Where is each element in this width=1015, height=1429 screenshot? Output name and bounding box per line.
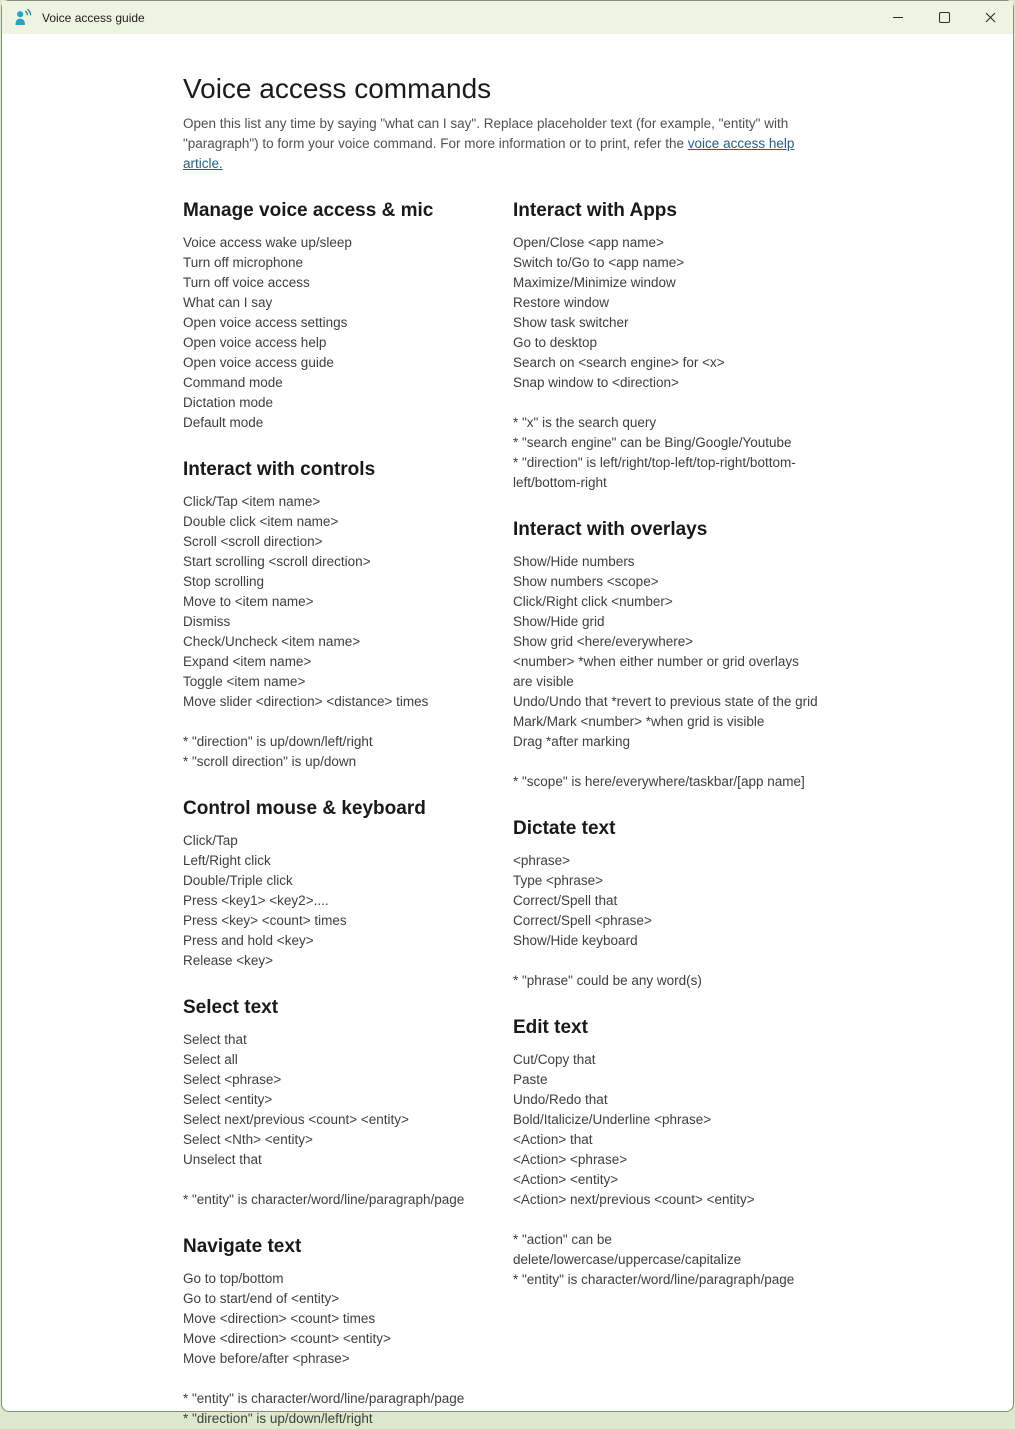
command-item: Left/Right click (183, 853, 271, 868)
command-item: Paste (513, 1072, 548, 1087)
command-item: Voice access wake up/sleep (183, 235, 352, 250)
section-notes (183, 732, 513, 772)
section-dictate-text (513, 816, 819, 991)
command-item: Type <phrase> (513, 873, 604, 888)
section-heading: Interact with controls (183, 459, 376, 480)
command-item: Bold/Italicize/Underline <phrase> (513, 1112, 712, 1127)
voice-access-guide-window (1, 0, 1014, 1426)
command-item: Move slider <direction> <distance> times (183, 694, 429, 709)
command-item: Open voice access guide (183, 355, 334, 370)
command-item: Command mode (183, 375, 283, 390)
command-item: Search on <search engine> for <x> (513, 355, 725, 370)
command-item: Double click <item name> (183, 514, 339, 529)
section-heading: Select text (183, 997, 279, 1018)
voice-access-help-link[interactable]: voice access help article. (183, 136, 795, 171)
command-item: What can I say (183, 295, 273, 310)
command-item: Undo/Undo that *revert to previous state of the grid (513, 694, 818, 709)
command-columns (183, 174, 1013, 1429)
command-item: Select that (183, 1032, 247, 1047)
command-item: Mark/Mark <number> *when grid is visible (513, 714, 765, 729)
command-item: Click/Tap <item name> (183, 494, 321, 509)
command-item: Go to desktop (513, 335, 598, 350)
command-item: Stop scrolling (183, 574, 265, 589)
command-item: <Action> that (513, 1132, 593, 1147)
command-item: Maximize/Minimize window (513, 275, 676, 290)
command-item: Dictation mode (183, 395, 274, 410)
note-item: * "scope" is here/everywhere/taskbar/[app name] (513, 774, 805, 789)
command-item: Expand <item name> (183, 654, 312, 669)
command-item: <Action> <phrase> (513, 1152, 628, 1167)
section-select-text (183, 995, 513, 1210)
maximize-button[interactable] (921, 1, 967, 34)
command-item: Move <direction> <count> times (183, 1311, 376, 1326)
command-item: Undo/Redo that (513, 1092, 608, 1107)
command-item: Show task switcher (513, 315, 629, 330)
intro-text (183, 114, 831, 174)
section-edit-text (513, 1015, 819, 1290)
command-item: Turn off microphone (183, 255, 304, 270)
command-item: Show/Hide grid (513, 614, 605, 629)
voice-access-app-icon (13, 8, 33, 28)
minimize-button[interactable] (875, 1, 921, 34)
command-item: Snap window to <direction> (513, 375, 679, 390)
command-item: Correct/Spell <phrase> (513, 913, 652, 928)
command-item: Scroll <scroll direction> (183, 534, 323, 549)
command-item: Show/Hide keyboard (513, 933, 638, 948)
section-heading: Navigate text (183, 1236, 302, 1257)
command-item: Start scrolling <scroll direction> (183, 554, 371, 569)
command-item: Press <key1> <key2>.... (183, 893, 329, 908)
command-item: Click/Right click <number> (513, 594, 673, 609)
note-item: * "entity" is character/word/line/paragraph/page (183, 1391, 465, 1406)
note-item: * "phrase" could be any word(s) (513, 973, 702, 988)
section-interact-with-controls (183, 457, 513, 772)
command-item: Select <entity> (183, 1092, 273, 1107)
command-item: Select next/previous <count> <entity> (183, 1112, 409, 1127)
command-item: Drag *after marking (513, 734, 631, 749)
command-item: <phrase> (513, 853, 571, 868)
command-item: Unselect that (183, 1152, 262, 1167)
section-heading: Edit text (513, 1017, 588, 1038)
command-item: Open voice access settings (183, 315, 348, 330)
command-item: Open voice access help (183, 335, 327, 350)
section-heading: Interact with Apps (513, 200, 677, 221)
command-item: Open/Close <app name> (513, 235, 664, 250)
command-item: Show grid <here/everywhere> (513, 634, 694, 649)
command-item: <Action> <entity> (513, 1172, 619, 1187)
section-navigate-text (183, 1234, 513, 1429)
left-column (183, 174, 513, 1429)
command-item: Go to top/bottom (183, 1271, 284, 1286)
command-item: Show numbers <scope> (513, 574, 659, 589)
command-item: Move before/after <phrase> (183, 1351, 350, 1366)
command-item: Click/Tap (183, 833, 238, 848)
command-item: Select <Nth> <entity> (183, 1132, 313, 1147)
titlebar (2, 1, 1013, 34)
command-item: Correct/Spell that (513, 893, 618, 908)
command-item: Restore window (513, 295, 610, 310)
command-item: Select <phrase> (183, 1072, 282, 1087)
minimize-icon (893, 17, 903, 18)
command-item: Turn off voice access (183, 275, 310, 290)
command-item: <Action> next/previous <count> <entity> (513, 1192, 755, 1207)
page-title: Voice access commands (183, 73, 492, 104)
note-item: * "search engine" can be Bing/Google/Youtube (513, 435, 792, 450)
note-item: * "x" is the search query (513, 415, 657, 430)
command-item: Go to start/end of <entity> (183, 1291, 340, 1306)
command-item: Dismiss (183, 614, 231, 629)
section-control-mouse-keyboard (183, 796, 513, 971)
command-item: Release <key> (183, 953, 274, 968)
command-item: Select all (183, 1052, 238, 1067)
command-item: Cut/Copy that (513, 1052, 596, 1067)
command-item: Move to <item name> (183, 594, 314, 609)
section-interact-with-overlays (513, 517, 819, 792)
section-heading: Manage voice access & mic (183, 200, 434, 221)
command-item: Double/Triple click (183, 873, 293, 888)
guide-content (2, 34, 1013, 1429)
note-item: * "entity" is character/word/line/paragraph/page (183, 1192, 465, 1207)
command-item: Switch to/Go to <app name> (513, 255, 685, 270)
note-item: * "action" can be delete/lowercase/uppercase/capitalize (513, 1232, 742, 1267)
section-notes (183, 1389, 513, 1429)
section-heading: Interact with overlays (513, 519, 708, 540)
section-notes (183, 1190, 513, 1210)
section-notes (513, 971, 819, 991)
command-item: <number> *when either number or grid overlays are visible (513, 654, 799, 689)
note-item: * "direction" is up/down/left/right (183, 1411, 373, 1426)
command-item: Toggle <item name> (183, 674, 306, 689)
command-item: Check/Uncheck <item name> (183, 634, 361, 649)
section-heading: Control mouse & keyboard (183, 798, 426, 819)
command-item: Press and hold <key> (183, 933, 314, 948)
close-icon (985, 12, 996, 23)
section-notes (513, 1230, 819, 1290)
window-controls (875, 1, 1013, 34)
section-heading: Dictate text (513, 818, 616, 839)
command-item: Press <key> <count> times (183, 913, 347, 928)
maximize-icon (939, 12, 950, 23)
window-title: Voice access guide (42, 10, 145, 25)
command-item: Move <direction> <count> <entity> (183, 1331, 391, 1346)
command-item: Show/Hide numbers (513, 554, 635, 569)
command-item: Default mode (183, 415, 264, 430)
intro-body: Open this list any time by saying "what can I say". Replace placeholder text (for example, "entity" with "paragraph") to form your voice command. For more information or to print, refer the (183, 116, 789, 151)
section-notes (513, 772, 819, 792)
section-interact-with-apps (513, 198, 819, 493)
section-manage-voice-access-mic (183, 198, 513, 433)
note-item: * "entity" is character/word/line/paragraph/page (513, 1272, 795, 1287)
note-item: * "scroll direction" is up/down (183, 754, 357, 769)
section-notes (513, 413, 819, 493)
right-column (513, 174, 819, 1290)
note-item: * "direction" is left/right/top-left/top-right/bottom-left/bottom-right (513, 455, 796, 490)
note-item: * "direction" is up/down/left/right (183, 734, 373, 749)
close-button[interactable] (967, 1, 1013, 34)
